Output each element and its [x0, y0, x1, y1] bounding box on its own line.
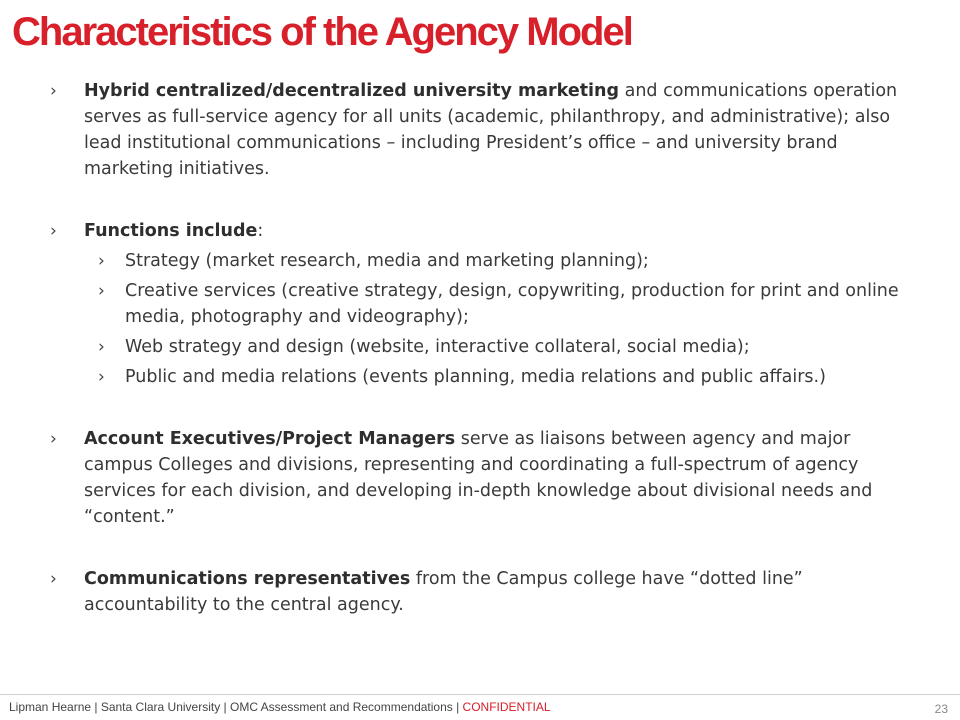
page-number: 23: [934, 702, 948, 716]
bullet-account-executives: [50, 426, 914, 530]
sub-bullet-creative: [98, 278, 915, 330]
sub-bullet-web: [98, 334, 915, 360]
sub-bullet-text: Public and media relations (events planning, media relations and public affairs.): [125, 367, 826, 387]
chevron-bullet-icon: ›: [50, 569, 57, 589]
chevron-bullet-icon: ›: [98, 337, 105, 357]
footer-text: Lipman Hearne | Santa Clara University | OMC Assessment and Recommendations |: [9, 700, 463, 714]
bullet-text: from the Campus college have “dotted line” accountability to the central agency.: [84, 569, 803, 615]
slide-title: Characteristics of the Agency Model: [12, 10, 632, 54]
sub-bullet-public-relations: [98, 364, 915, 390]
footer: [9, 700, 551, 714]
bullet-text: :: [257, 221, 264, 241]
sub-bullet-text: Web strategy and design (website, interactive collateral, social media);: [125, 337, 750, 357]
confidential-label: CONFIDENTIAL: [462, 700, 551, 714]
bullet-bold-lead: Communications representatives: [84, 569, 411, 589]
bullet-bold-lead: Hybrid centralized/decentralized university marketing: [84, 81, 620, 101]
sub-bullet-text: Strategy (market research, media and marketing planning);: [125, 251, 649, 271]
bullet-communications-reps: [50, 566, 914, 618]
slide-content: [0, 78, 960, 618]
bullet-text: serve as liaisons between agency and major campus Colleges and divisions, representing and coordinating a full-spectrum of agency services for each division, and developing in-depth knowledge about divisional needs and “content.”: [84, 429, 873, 527]
sub-bullet-text: Creative services (creative strategy, design, copywriting, production for print and online media, photography and videography);: [125, 281, 899, 327]
bullet-bold-lead: Functions include: [84, 221, 258, 241]
chevron-bullet-icon: ›: [98, 367, 105, 387]
bullet-text: and communications operation serves as full-service agency for all units (academic, philanthropy, and administrative); also lead institutional communications – including President’s office – and university brand marketing initiatives.: [84, 81, 898, 179]
chevron-bullet-icon: ›: [98, 251, 105, 271]
bullet-bold-lead: Account Executives/Project Managers: [84, 429, 456, 449]
footer-divider: [0, 694, 960, 695]
bullet-functions: [50, 218, 914, 244]
bullet-hybrid-model: [50, 78, 914, 182]
chevron-bullet-icon: ›: [50, 221, 57, 241]
sub-bullet-strategy: [98, 248, 915, 274]
chevron-bullet-icon: ›: [50, 429, 57, 449]
chevron-bullet-icon: ›: [98, 281, 105, 301]
chevron-bullet-icon: ›: [50, 81, 57, 101]
